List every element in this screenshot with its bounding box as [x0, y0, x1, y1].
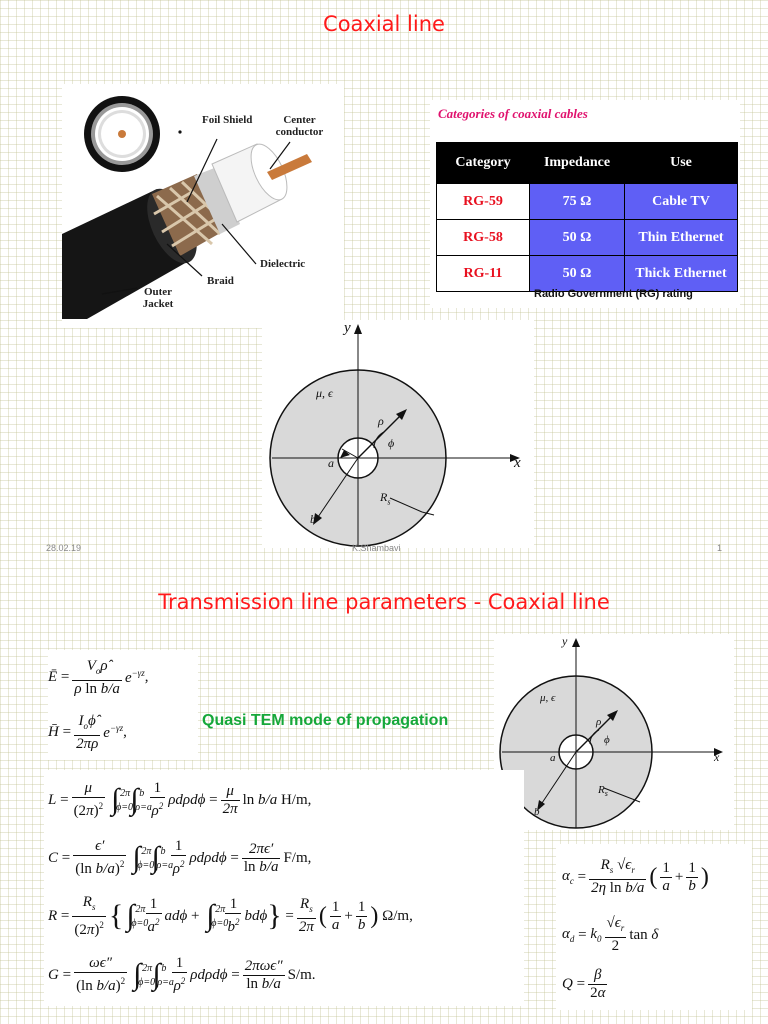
table-header-cell: Use — [625, 143, 738, 184]
table-cell-impedance: 50 Ω — [530, 256, 625, 292]
table-cell-category: RG-58 — [437, 220, 530, 256]
table-cell-use: Thin Ethernet — [625, 220, 738, 256]
categories-table — [436, 142, 738, 292]
label-center-conductor: Center conductor — [275, 114, 324, 138]
quality-factor-equation: Q = $\frac{\beta}{2\alpha}$ — [562, 966, 606, 1001]
coax-geometry-drawing-2 — [494, 634, 734, 830]
e-field-equation: Ē = $\frac{V_o\rhô}{\text{ρ ln b/a}}$ $e^{-\gamma z}$ , — [48, 657, 149, 697]
inner-radius-label: a — [328, 456, 334, 470]
slide1-title: Coaxial line — [323, 12, 445, 36]
capacitance-equation: C = $\frac{\epsilon'}{(\ln b/a)^2}$ ∫ 2π ϕ=0 ∫ b ρ=a $\frac{1}{\rho^2}$ ρdρdϕ = $\frac{2\pi\epsilon'}{\text{ln b/a}}$ F/m, — [48, 838, 312, 877]
outer-radius-label: b — [310, 512, 316, 526]
table-row — [437, 256, 738, 292]
field-equations — [48, 650, 198, 760]
cable-illustration — [62, 84, 344, 328]
dielectric-attenuation-equation: $\alpha_d$ = $k_0$ $\frac{√\epsilon_r}{2}$ tan δ — [562, 915, 659, 954]
footer-author: K.Shambavi — [352, 543, 401, 553]
categories-panel — [430, 100, 740, 308]
table-row — [437, 184, 738, 220]
label-outer-jacket: Outer Jacket — [142, 286, 174, 310]
rg-rating-note: Radio Government (RG) rating — [534, 288, 693, 300]
attenuation-equations — [556, 844, 752, 1010]
rho-label: ρ — [596, 716, 602, 728]
phi-label: ϕ — [388, 436, 395, 450]
quasi-tem-label: Quasi TEM mode of propagation — [202, 712, 449, 729]
axis-x-label: x — [714, 750, 720, 764]
medium-label: μ, ϵ — [316, 386, 333, 400]
inductance-unit: H/m, — [280, 791, 312, 808]
label-foil-shield: Foil Shield — [202, 114, 253, 126]
outer-radius-label: b — [534, 806, 540, 818]
footer-page-number: 1 — [717, 543, 723, 553]
conductance-equation: G = $\frac{\omega\epsilon''}{(\ln b/a)^2}$ ∫ 2π ϕ=0 ∫ b ρ=a $\frac{1}{\rho^2}$ ρdρdϕ = $\frac{\text{2πωϵ″}}{\text{ln b/a}}$ S/m. — [48, 955, 316, 994]
rho-label: ρ — [378, 414, 384, 428]
h-field-equation: H̄ = $\frac{I_o\phî}{2\pi\rho}$ $e^{-\gamma z}$ , — [48, 712, 127, 752]
table-cell-category: RG-11 — [437, 256, 530, 292]
axis-x-label: x — [514, 455, 521, 471]
inductance-equation: L = $\frac{\mu}{(2\pi)^2}$ ∫ 2π ϕ=0 ∫ b ρ=a $\frac{1}{\rho^2}$ ρdρdϕ = $\frac{\mu}{2\pi}$ ln b/a H/m, — [48, 780, 312, 819]
table-cell-use: Thick Ethernet — [625, 256, 738, 292]
label-dielectric: Dielectric — [260, 258, 306, 270]
resistance-unit: Ω/m, — [382, 907, 413, 924]
table-caption: Categories of coaxial cables — [438, 106, 588, 121]
table-cell-use: Cable TV — [625, 184, 738, 220]
table-header-cell: Impedance — [530, 143, 625, 184]
slide2-title: Transmission line parameters - Coaxial line — [158, 590, 610, 614]
line-parameter-equations — [44, 770, 524, 1006]
table-cell-category: RG-59 — [437, 184, 530, 220]
table-cell-impedance: 75 Ω — [530, 184, 625, 220]
table-cell-impedance: 50 Ω — [530, 220, 625, 256]
conductance-unit: S/m. — [287, 966, 316, 983]
resistance-equation: R = $\frac{R_s}{(2\pi)^2}$ { ∫ 2π ϕ=0 $\frac{1}{a^2}$ adϕ + ∫ 2π ϕ=0 $\frac{1}{b^2}$ bdϕ } = $\frac{R_s}{2\pi}$ ( $\frac{1}{a}$ + $\frac{1}{b}$ ) Ω/m, — [48, 893, 413, 938]
inner-radius-label: a — [550, 752, 556, 764]
surface-resistance-label: $R_s$ — [598, 784, 608, 799]
phi-label: ϕ — [604, 734, 610, 746]
table-header-cell: Category — [437, 143, 530, 184]
coax-cross-section-diagram — [262, 320, 534, 548]
conductor-attenuation-equation: $\alpha_c$ = $\frac{R_s √\epsilon_r}{\text{2η ln b/a}}$ ( $\frac{1}{a}$ + $\frac{1}{b}$ ) — [562, 857, 709, 896]
table-header-row — [437, 143, 738, 184]
axis-y-label: y — [344, 320, 351, 336]
table-row — [437, 220, 738, 256]
label-braid: Braid — [207, 275, 234, 287]
coax-geometry-drawing — [262, 320, 534, 548]
footer-date: 28.02.19 — [46, 543, 82, 553]
medium-label: μ, ϵ — [540, 692, 556, 704]
axis-y-label: y — [562, 634, 568, 648]
surface-resistance-label: $R_s$ — [380, 490, 391, 507]
capacitance-unit: F/m, — [283, 849, 312, 866]
coax-cross-section-diagram-2 — [494, 634, 734, 830]
